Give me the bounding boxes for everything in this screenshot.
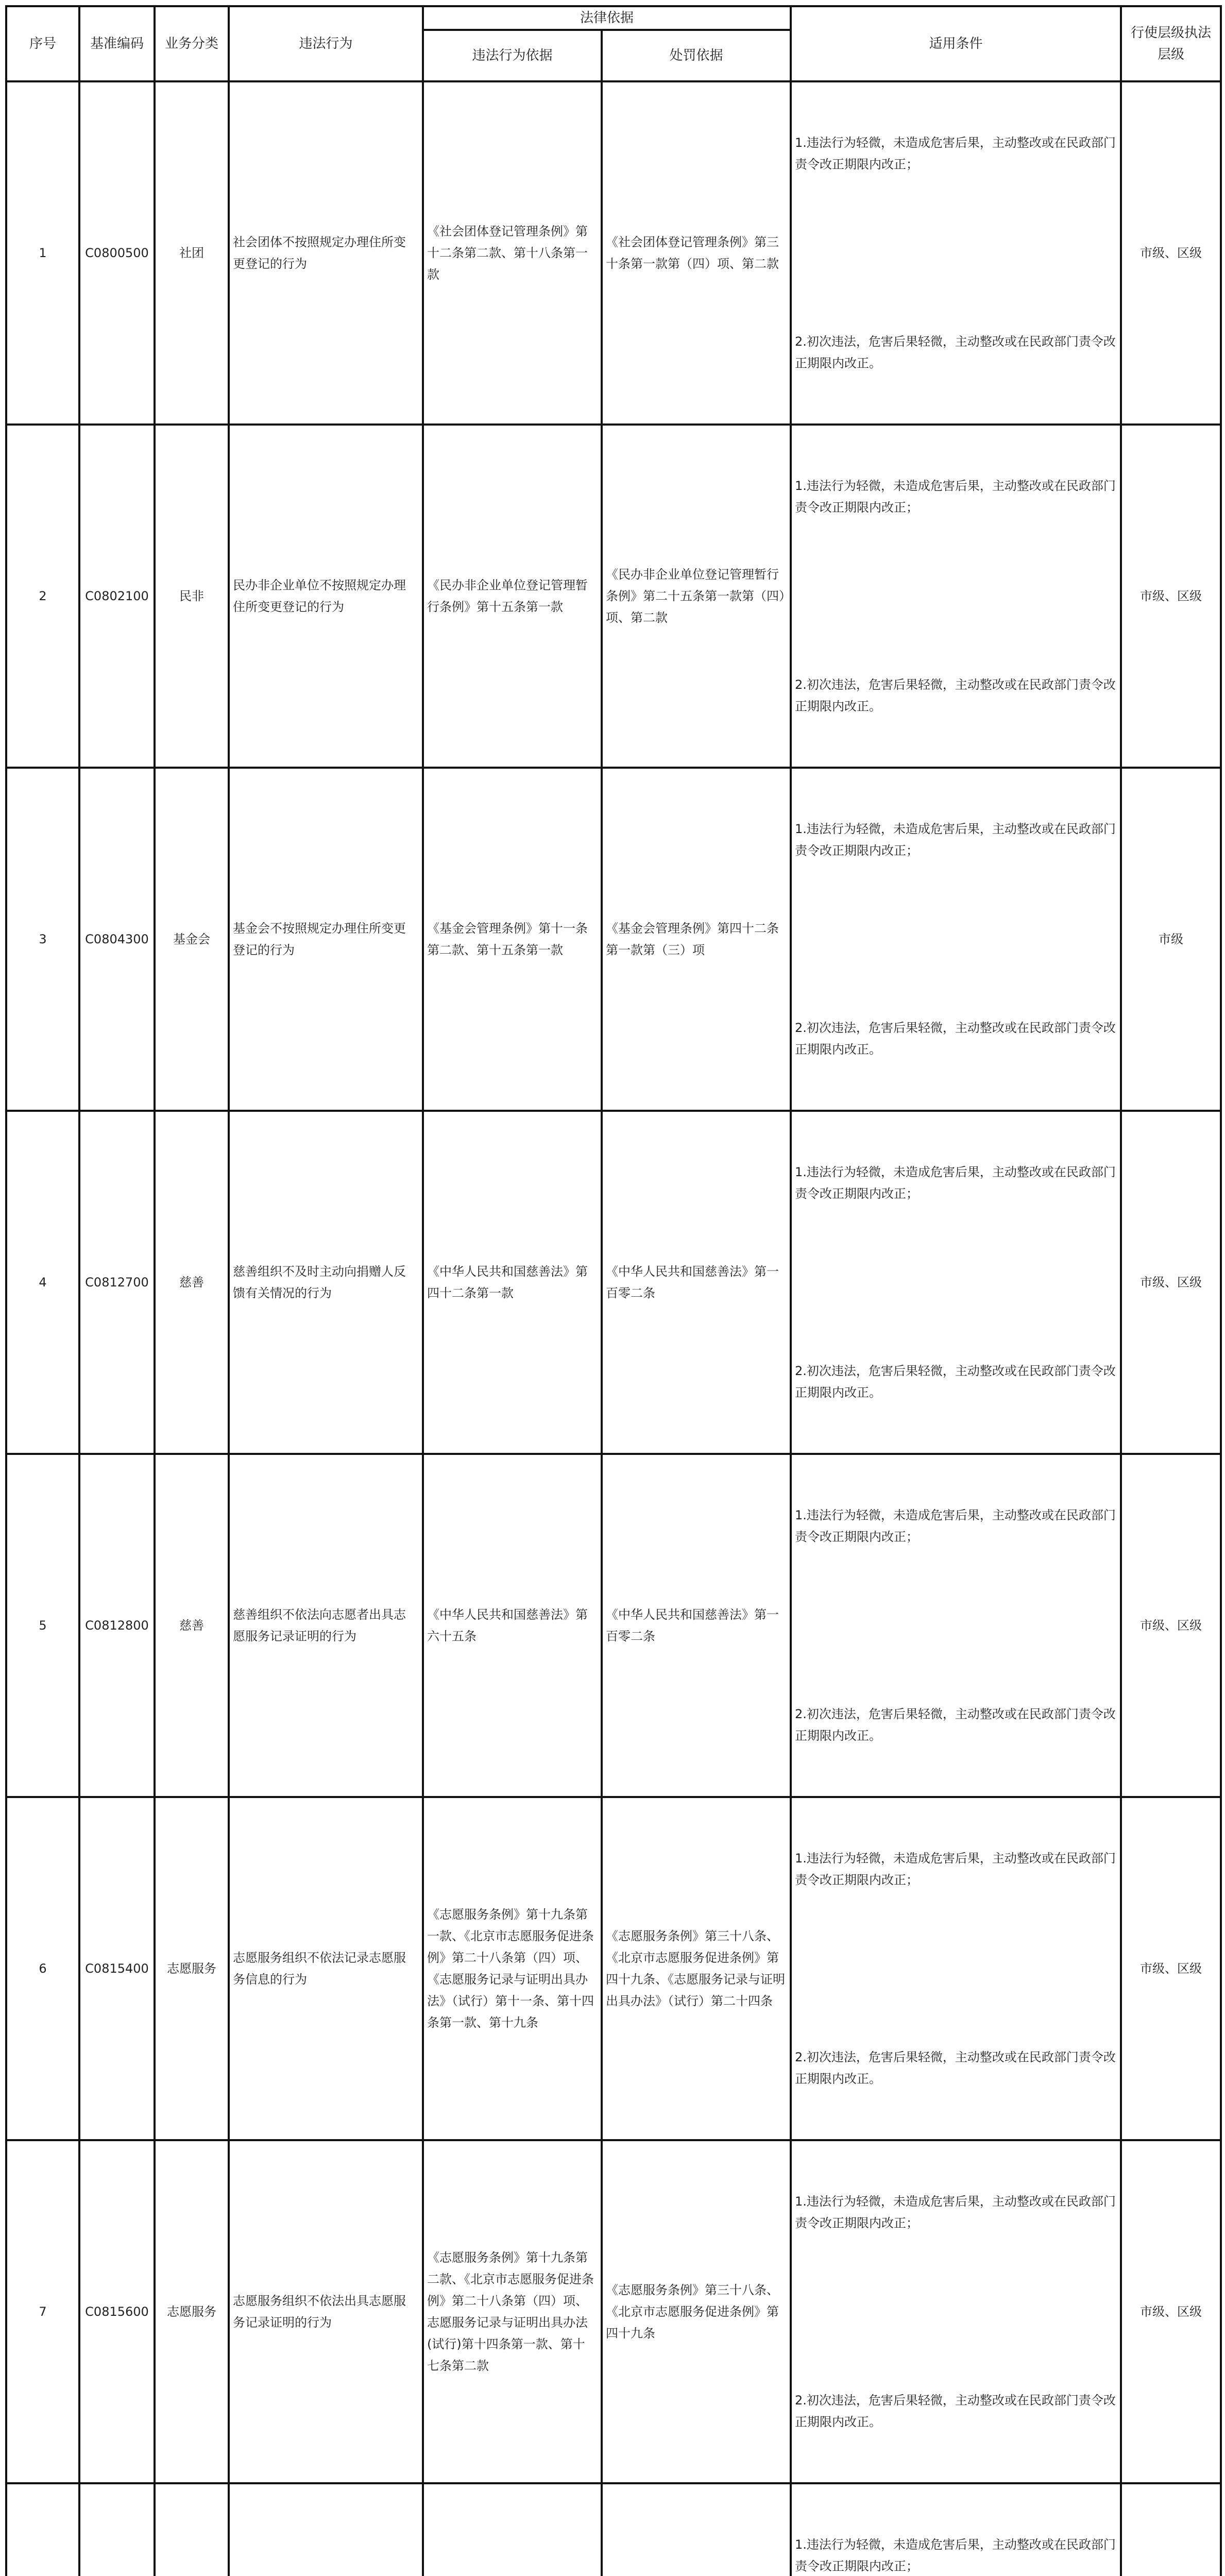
table-row (6, 1111, 1221, 1454)
violation-basis-cell: 《中华人民共和国慈善法》第六十五条 (423, 1454, 602, 1797)
table-row (6, 2483, 1221, 2576)
code-cell: C0804300 (79, 768, 155, 1111)
condition-1: 1.违法行为轻微，未造成危害后果，主动整改或在民政部门责令改正期限内改正； (795, 2194, 1116, 2230)
conditions-cell (791, 81, 1121, 425)
conditions-cell (791, 1454, 1121, 1797)
header-level: 行使层级执法层级 (1121, 6, 1221, 81)
penalty-basis-cell: 《民办非企业单位登记管理暂行条例》第二十五条第一款第（四）项、第二款 (602, 425, 791, 768)
violation-basis-cell: 《基金会管理条例》第十一条第二款、第十五条第一款 (423, 768, 602, 1111)
violation-cell: 民办非企业单位不按照规定办理住所变更登记的行为 (229, 425, 423, 768)
table-row (6, 425, 1221, 768)
condition-2: 2.初次违法，危害后果轻微，主动整改或在民政部门责令改正期限内改正。 (795, 1021, 1116, 1057)
penalty-basis-cell (602, 2483, 791, 2576)
condition-1: 1.违法行为轻微，未造成危害后果，主动整改或在民政部门责令改正期限内改正； (795, 2537, 1116, 2573)
condition-2: 2.初次违法，危害后果轻微，主动整改或在民政部门责令改正期限内改正。 (795, 1707, 1116, 1743)
condition-2: 2.初次违法，危害后果轻微，主动整改或在民政部门责令改正期限内改正。 (795, 334, 1116, 370)
condition-1: 1.违法行为轻微，未造成危害后果，主动整改或在民政部门责令改正期限内改正； (795, 822, 1116, 858)
code-cell: C0812700 (79, 1111, 155, 1454)
seq-cell: 1 (6, 81, 79, 425)
category-cell: 基金会 (155, 768, 229, 1111)
category-cell: 民非 (155, 425, 229, 768)
penalty-basis-cell: 《志愿服务条例》第三十八条、《北京市志愿服务促进条例》第四十九条、《志愿服务记录与证明出具办法》（试行）第二十四条 (602, 1797, 791, 2140)
condition-2: 2.初次违法，危害后果轻微，主动整改或在民政部门责令改正期限内改正。 (795, 1364, 1116, 1400)
condition-1: 1.违法行为轻微，未造成危害后果，主动整改或在民政部门责令改正期限内改正； (795, 135, 1116, 172)
code-cell: C0802100 (79, 425, 155, 768)
violation-cell (229, 2483, 423, 2576)
penalty-basis-cell: 《基金会管理条例》第四十二条第一款第（三）项 (602, 768, 791, 1111)
level-cell: 市级、区级 (1121, 2140, 1221, 2483)
level-cell: 市级、区级 (1121, 425, 1221, 768)
category-cell: 慈善 (155, 1454, 229, 1797)
table-body (6, 81, 1221, 2576)
level-cell: 市级、区级 (1121, 1111, 1221, 1454)
seq-cell: 2 (6, 425, 79, 768)
code-cell: C0812800 (79, 1454, 155, 1797)
seq-cell (6, 2483, 79, 2576)
seq-cell: 3 (6, 768, 79, 1111)
header-category: 业务分类 (155, 6, 229, 81)
violation-basis-cell (423, 2483, 602, 2576)
table-row (6, 1797, 1221, 2140)
violation-cell: 慈善组织不依法向志愿者出具志愿服务记录证明的行为 (229, 1454, 423, 1797)
level-cell: 市级、区级 (1121, 1454, 1221, 1797)
violation-basis-cell: 《中华人民共和国慈善法》第四十二条第一款 (423, 1111, 602, 1454)
conditions-cell (791, 768, 1121, 1111)
level-cell: 市级、区级 (1121, 81, 1221, 425)
condition-1: 1.违法行为轻微，未造成危害后果，主动整改或在民政部门责令改正期限内改正； (795, 1851, 1116, 1887)
level-cell (1121, 2483, 1221, 2576)
violation-cell: 基金会不按照规定办理住所变更登记的行为 (229, 768, 423, 1111)
violation-basis-cell: 《民办非企业单位登记管理暂行条例》第十五条第一款 (423, 425, 602, 768)
category-cell: 志愿服务 (155, 2140, 229, 2483)
seq-cell: 7 (6, 2140, 79, 2483)
header-conditions: 适用条件 (791, 6, 1121, 81)
conditions-cell (791, 1111, 1121, 1454)
condition-1: 1.违法行为轻微，未造成危害后果，主动整改或在民政部门责令改正期限内改正； (795, 1165, 1116, 1201)
level-cell: 市级、区级 (1121, 1797, 1221, 2140)
category-cell: 志愿服务 (155, 1797, 229, 2140)
table-row (6, 81, 1221, 425)
violation-cell: 社会团体不按照规定办理住所变更登记的行为 (229, 81, 423, 425)
category-cell (155, 2483, 229, 2576)
seq-cell: 6 (6, 1797, 79, 2140)
conditions-cell (791, 2140, 1121, 2483)
violation-basis-cell: 《志愿服务条例》第十九条第一款、《北京市志愿服务促进条例》第二十八条第（四）项、《志愿服务记录与证明出具办法》（试行）第十一条、第十四条第一款、第十九条 (423, 1797, 602, 2140)
penalty-standards-table (5, 5, 1222, 2576)
seq-cell: 4 (6, 1111, 79, 1454)
code-cell: C0800500 (79, 81, 155, 425)
seq-cell: 5 (6, 1454, 79, 1797)
category-cell: 慈善 (155, 1111, 229, 1454)
violation-cell: 志愿服务组织不依法记录志愿服务信息的行为 (229, 1797, 423, 2140)
conditions-cell (791, 1797, 1121, 2140)
penalty-basis-cell: 《志愿服务条例》第三十八条、《北京市志愿服务促进条例》第四十九条 (602, 2140, 791, 2483)
penalty-basis-cell: 《中华人民共和国慈善法》第一百零二条 (602, 1111, 791, 1454)
violation-basis-cell: 《志愿服务条例》第十九条第二款、《北京市志愿服务促进条例》第二十八条第（四）项、志愿服务记录与证明出具办法(试行)第十四条第一款、第十七条第二款 (423, 2140, 602, 2483)
table-row (6, 768, 1221, 1111)
conditions-cell (791, 2483, 1121, 2576)
table-row (6, 2140, 1221, 2483)
condition-1: 1.违法行为轻微，未造成危害后果，主动整改或在民政部门责令改正期限内改正； (795, 1508, 1116, 1544)
header-violation-basis: 违法行为依据 (423, 30, 602, 81)
condition-1: 1.违法行为轻微，未造成危害后果，主动整改或在民政部门责令改正期限内改正； (795, 479, 1116, 515)
level-cell: 市级 (1121, 768, 1221, 1111)
table-row (6, 1454, 1221, 1797)
conditions-cell (791, 425, 1121, 768)
code-cell: C0815600 (79, 2140, 155, 2483)
category-cell: 社团 (155, 81, 229, 425)
violation-cell: 志愿服务组织不依法出具志愿服务记录证明的行为 (229, 2140, 423, 2483)
violation-cell: 慈善组织不及时主动向捐赠人反馈有关情况的行为 (229, 1111, 423, 1454)
header-penalty-basis: 处罚依据 (602, 30, 791, 81)
header-seq: 序号 (6, 6, 79, 81)
penalty-basis-cell: 《中华人民共和国慈善法》第一百零二条 (602, 1454, 791, 1797)
violation-basis-cell: 《社会团体登记管理条例》第十二条第二款、第十八条第一款 (423, 81, 602, 425)
code-cell: C0815400 (79, 1797, 155, 2140)
header-violation: 违法行为 (229, 6, 423, 81)
code-cell (79, 2483, 155, 2576)
penalty-basis-cell: 《社会团体登记管理条例》第三十条第一款第（四）项、第二款 (602, 81, 791, 425)
condition-2: 2.初次违法，危害后果轻微，主动整改或在民政部门责令改正期限内改正。 (795, 677, 1116, 714)
header-legal-basis: 法律依据 (423, 6, 791, 30)
header-code: 基准编码 (79, 6, 155, 81)
condition-2: 2.初次违法，危害后果轻微，主动整改或在民政部门责令改正期限内改正。 (795, 2050, 1116, 2086)
condition-2: 2.初次违法，危害后果轻微，主动整改或在民政部门责令改正期限内改正。 (795, 2393, 1116, 2429)
